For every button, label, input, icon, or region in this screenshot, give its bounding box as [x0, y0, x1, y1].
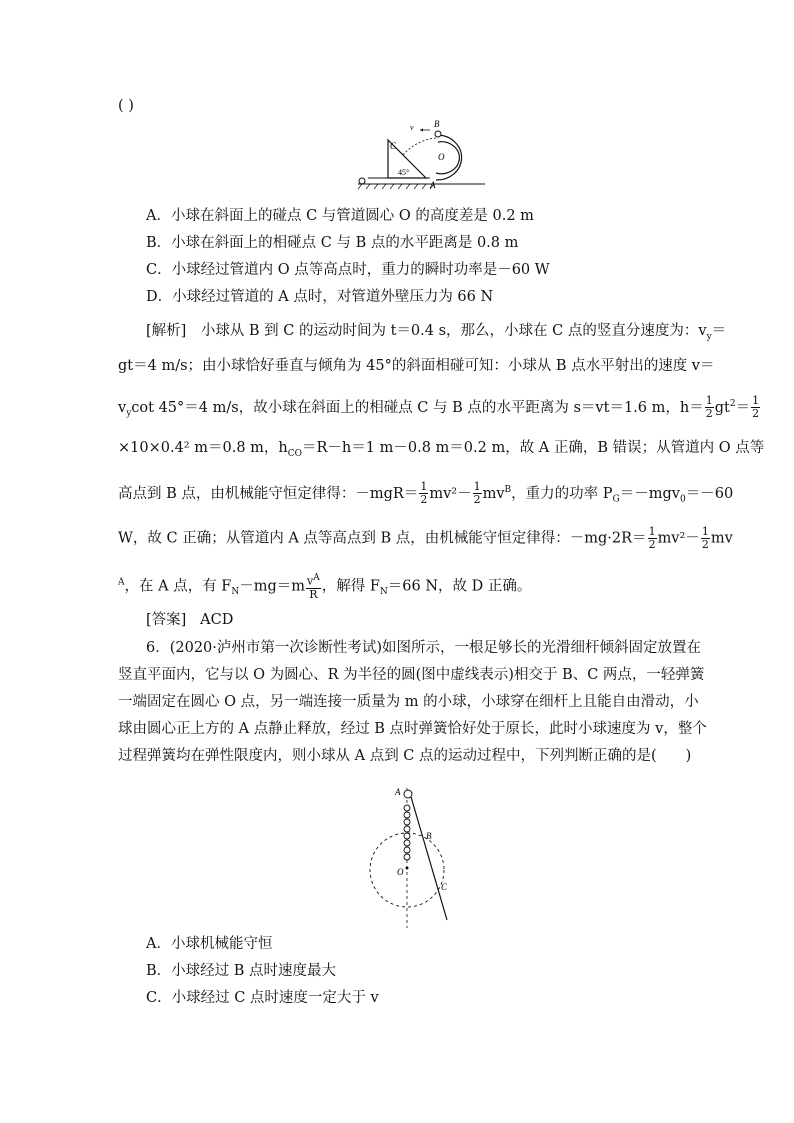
analysis-line-3: $v_y\cot$ 45°＝4 m/s，故小球在斜面上的相碰点 C 与 B 点的水平距离为 s＝vt＝1.6 m，h＝ $\frac{1}{2}$ $gt^2=$ $\frac{1}{2}$: [118, 394, 760, 421]
incline-pipe-diagram: [350, 118, 490, 198]
q5-option-d: D．小球经过管道的 A 点时，对管道外壁压力为 66 N: [146, 289, 494, 305]
answer-value: ACD: [200, 612, 234, 628]
q5-option-c: C．小球经过管道内 O 点等高点时，重力的瞬时功率是－60 W: [146, 262, 550, 278]
answer-line: [146, 610, 233, 630]
label-o: O: [397, 867, 404, 877]
label-o: O: [438, 152, 445, 162]
q6-option-c: C．小球经过 C 点时速度一定大于 v: [146, 990, 379, 1006]
analysis-line-5: 高点到 B 点，由机械能守恒定律得：－mgR＝ $\frac{1}{2}$ mv²－ $\frac{1}{2}$ $mv^B$，重力的功率 $P_G=-mgv_0=-60$: [118, 480, 734, 507]
q6-line-2: 竖直平面内，它与以 O 为圆心、R 为半径的圆(图中虚线表示)相交于 B、C 两点，一轻弹簧: [118, 667, 705, 683]
answer-blank: ( ): [118, 98, 134, 114]
q5-option-b: B．小球在斜面上的相碰点 C 与 B 点的水平距离是 0.8 m: [146, 235, 519, 251]
label-a: A: [430, 180, 436, 190]
analysis-line-6: W，故 C 正确；从管道内 A 点等高点到 B 点，由机械能守恒定律得：－mg·2R＝ $\frac{1}{2}$ mv²－ $\frac{1}{2}$ mv: [118, 525, 733, 551]
label-b: B: [434, 119, 440, 129]
answer-label: [答案]: [146, 612, 187, 628]
angle-label: 45°: [398, 168, 410, 177]
label-c: C: [441, 882, 448, 892]
analysis-line-2: gt＝4 m/s；由小球恰好垂直与倾角为 45°的斜面相碰可知：小球从 B 点水平射出的速度 v＝: [118, 358, 715, 374]
q6-option-b: B．小球经过 B 点时速度最大: [146, 963, 337, 979]
q6-line-4: 球由圆心正上方的 A 点静止释放，经过 B 点时弹簧恰好处于原长，此时小球速度为 v，整个: [118, 721, 707, 737]
label-c: C: [390, 141, 397, 151]
q6-line-3: 一端固定在圆心 O 点，另一端连接一质量为 m 的小球，小球穿在细杆上且能自由滑动，小: [118, 694, 699, 710]
q6-line-5: 过程弹簧均在弹性限度内，则小球从 A 点到 C 点的运动过程中，下列判断正确的是( ): [118, 748, 692, 764]
analysis-line-4: ×10×0.4² m＝0.8 m，$h_{CO}=R-h=1$ m－0.8 m＝0.2 m，故 A 正确，B 错误；从管道内 O 点等: [118, 440, 765, 459]
q6-line-1: 6．(2020·泸州市第一次诊断性考试)如图所示，一根足够长的光滑细杆倾斜固定放置在: [146, 640, 702, 656]
label-v: v: [410, 123, 414, 132]
rod-spring-diagram: [365, 780, 475, 930]
analysis-line-1: [解析] 小球从 B 到 C 的运动时间为 t＝0.4 s，那么，小球在 C 点的竖直分速度为：$v_y=$: [146, 323, 727, 342]
q5-option-a: A．小球在斜面上的碰点 C 与管道圆心 O 的高度差是 0.2 m: [146, 208, 534, 224]
analysis-line-7: $^A$，在 A 点，有 $F_N-mg=m$ $\frac{v^A}{R}$ ，解得 $F_N=66$ N，故 D 正确。: [118, 573, 532, 601]
label-b: B: [426, 831, 432, 841]
label-a: A: [395, 787, 401, 797]
q6-option-a: A．小球机械能守恒: [146, 936, 273, 952]
